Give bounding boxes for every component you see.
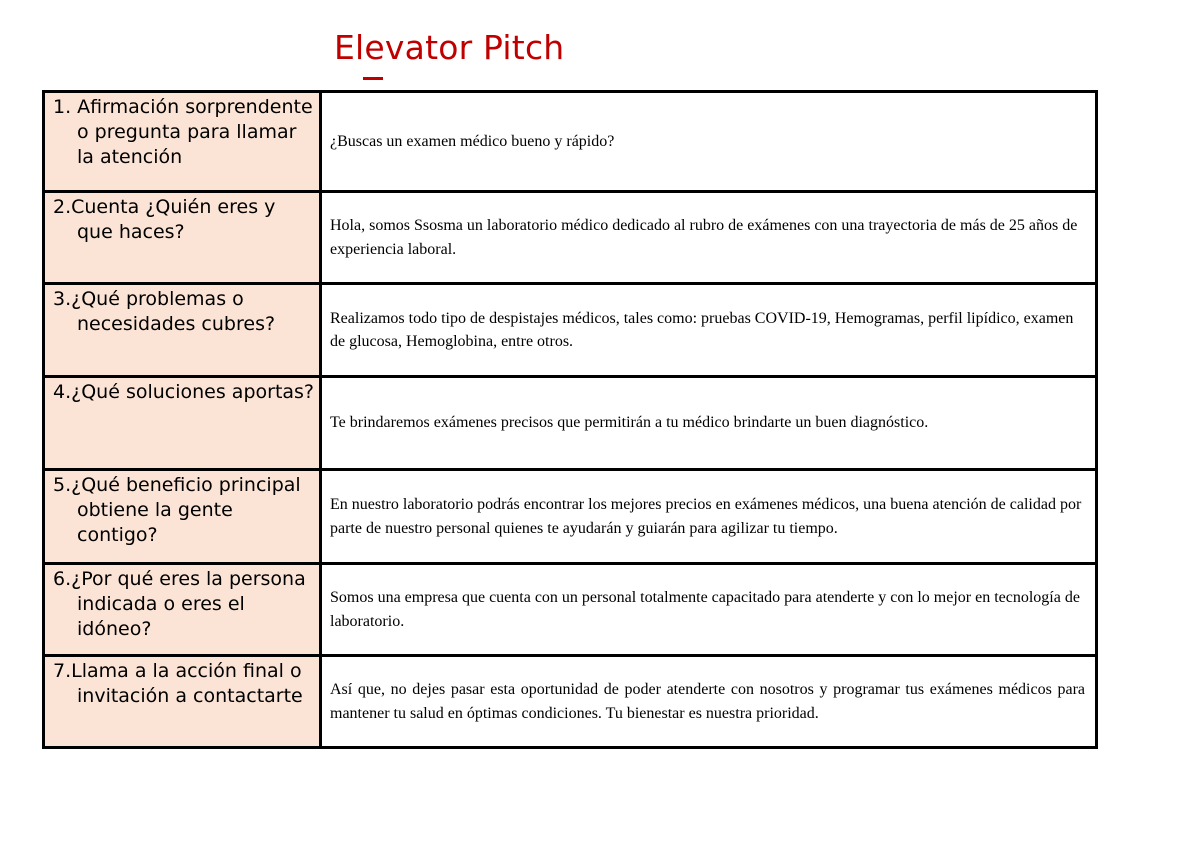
question-cell	[44, 284, 321, 377]
question-text: 6.¿Por qué eres la persona indicada o eres el idóneo?	[53, 568, 306, 640]
answer-cell: Así que, no dejes pasar esta oportunidad de poder atenderte con nosotros y programar tus exámenes médicos para mantener tu salud en óptimas condiciones. Tu bienestar es nuestra prioridad.	[321, 656, 1097, 748]
document-title: Elevator Pitch	[334, 28, 565, 67]
question-cell	[44, 192, 321, 284]
table-row	[44, 470, 1097, 564]
answer-cell: Te brindaremos exámenes precisos que permitirán a tu médico brindarte un buen diagnóstico.	[321, 377, 1097, 470]
table-row	[44, 377, 1097, 470]
question-cell	[44, 470, 321, 564]
table-row	[44, 656, 1097, 748]
answer-cell: Realizamos todo tipo de despistajes médicos, tales como: pruebas COVID-19, Hemogramas, perfil lipídico, examen de glucosa, Hemoglobina, entre otros.	[321, 284, 1097, 377]
question-text: 7.Llama a la acción final o invitación a contactarte	[53, 660, 303, 707]
question-cell	[44, 377, 321, 470]
question-text: 1. Afirmación sorprendente o pregunta para llamar la atención	[53, 96, 313, 168]
question-cell	[44, 564, 321, 656]
question-text: 3.¿Qué problemas o necesidades cubres?	[53, 288, 276, 335]
table-row	[44, 284, 1097, 377]
answer-cell: En nuestro laboratorio podrás encontrar los mejores precios en exámenes médicos, una buena atención de calidad por parte de nuestro personal quienes te ayudarán y guiarán para agilizar tu tiempo.	[321, 470, 1097, 564]
question-text: 5.¿Qué beneficio principal obtiene la gente contigo?	[53, 474, 301, 546]
question-cell	[44, 656, 321, 748]
answer-cell: ¿Buscas un examen médico bueno y rápido?	[321, 92, 1097, 192]
answer-cell: Hola, somos Ssosma un laboratorio médico dedicado al rubro de exámenes con una trayectoria de más de 25 años de experiencia laboral.	[321, 192, 1097, 284]
table-row	[44, 564, 1097, 656]
question-cell	[44, 92, 321, 192]
table-row	[44, 92, 1097, 192]
title-underline-mark	[363, 77, 383, 80]
table-row	[44, 192, 1097, 284]
elevator-pitch-table	[42, 90, 1098, 749]
question-text: 4.¿Qué soluciones aportas?	[53, 381, 315, 403]
question-text: 2.Cuenta ¿Quién eres y que haces?	[53, 196, 276, 243]
answer-cell: Somos una empresa que cuenta con un personal totalmente capacitado para atenderte y con lo mejor en tecnología de laboratorio.	[321, 564, 1097, 656]
